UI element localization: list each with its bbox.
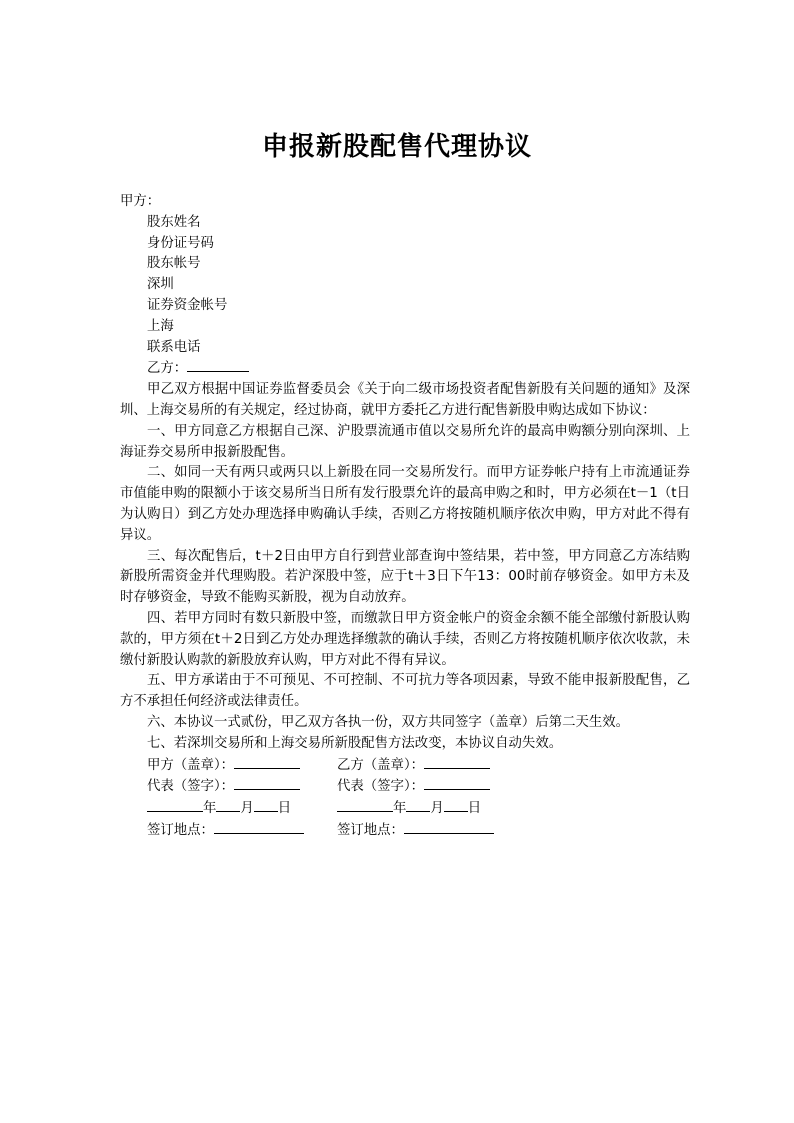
party-a-seal-blank — [234, 755, 300, 769]
party-a-month-blank — [216, 798, 240, 812]
party-b-seal-label: 乙方（盖章）： — [337, 757, 425, 773]
party-b-day-blank — [444, 798, 468, 812]
party-b-blank — [187, 358, 249, 372]
clause-7: 七、若深圳交易所和上海交易所新股配售方法改变，本协议自动失效。 — [147, 735, 563, 751]
party-b-label: 乙方： — [147, 361, 188, 377]
party-a-seal-label: 甲方（盖章）： — [147, 757, 235, 773]
field-shareholder-account: 股东帐号 — [147, 256, 201, 272]
field-fund-account: 证券资金帐号 — [147, 297, 228, 313]
intro-paragraph: 甲乙双方根据中国证券监督委员会《关于向二级市场投资者配售新股有关问题的通知》及深圳、上海交易所的有关规定，经过协商，就甲方委托乙方进行配售新股申购达成如下协议： — [120, 382, 690, 418]
party-a-day-label: 日 — [277, 801, 292, 817]
party-a-year-label: 年 — [203, 801, 217, 817]
party-a-month-label: 月 — [240, 801, 254, 817]
party-a-place-blank — [214, 820, 304, 834]
date-row — [120, 798, 690, 820]
party-b-year-blank — [337, 798, 393, 812]
party-a-label: 甲方： — [120, 194, 161, 209]
party-b-month-label: 月 — [430, 801, 444, 817]
party-b-rep-label: 代表（签字）： — [337, 779, 425, 795]
party-b-day-label: 日 — [467, 801, 482, 817]
field-id-number: 身份证号码 — [147, 235, 214, 251]
party-a-rep-blank — [234, 776, 300, 790]
party-a-place-label: 签订地点： — [147, 822, 214, 838]
party-b-place-label: 签订地点： — [337, 822, 404, 838]
field-phone: 联系电话 — [147, 339, 201, 355]
party-b-month-blank — [406, 798, 430, 812]
party-a-year-blank — [147, 798, 203, 812]
clause-6: 六、本协议一式贰份，甲乙双方各执一份，双方共同签字（盖章）后第二天生效。 — [147, 714, 630, 730]
party-b-place-blank — [404, 820, 494, 834]
field-shareholder-name: 股东姓名 — [147, 214, 201, 230]
seal-row — [120, 755, 690, 777]
party-a-day-blank — [254, 798, 278, 812]
clause-3: 三、每次配售后，t＋2日由甲方自行到营业部查询中签结果，若中签，甲方同意乙方冻结购新股所需资金并代理购股。若沪深股中签，应于t＋3日下午13：00时前存够资金。如甲方未及时存够资金，导致不能购买新股，视为自动放弃。 — [120, 548, 690, 606]
party-a-rep-label: 代表（签字）： — [147, 779, 235, 795]
party-b-line — [120, 358, 690, 380]
party-b-seal-blank — [424, 755, 490, 769]
clause-2: 二、如同一天有两只或两只以上新股在同一交易所发行。而甲方证券帐户持有上市流通证券市值能申购的限额小于该交易所当日所有发行股票允许的最高申购之和时，甲方必须在t－1（t日为认购日）到乙方处办理选择申购确认手续，否则乙方将按随机顺序依次申购，甲方对此不得有异议。 — [120, 465, 690, 543]
party-b-rep-blank — [424, 776, 490, 790]
field-shanghai: 上海 — [147, 318, 174, 334]
document-title: 申报新股配售代理协议 — [261, 132, 532, 162]
agreement-body — [120, 192, 690, 842]
rep-row — [120, 776, 690, 798]
field-shenzhen: 深圳 — [147, 277, 174, 293]
clause-4: 四、若甲方同时有数只新股中签，而缴款日甲方资金帐户的资金余额不能全部缴付新股认购款的，甲方须在t＋2日到乙方处办理选择缴款的确认手续，否则乙方将按随机顺序依次收款，未缴付新股认购款的新股放弃认购，甲方对此不得有异议。 — [120, 610, 690, 668]
clause-5: 五、甲方承诺由于不可预见、不可控制、不可抗力等各项因素，导致不能申报新股配售，乙方不承担任何经济或法律责任。 — [120, 673, 690, 710]
party-b-year-label: 年 — [393, 801, 407, 817]
place-row — [120, 820, 690, 842]
clause-1: 一、甲方同意乙方根据自己深、沪股票流通市值以交易所允许的最高申购额分别向深圳、上海证券交易所申报新股配售。 — [120, 423, 690, 460]
